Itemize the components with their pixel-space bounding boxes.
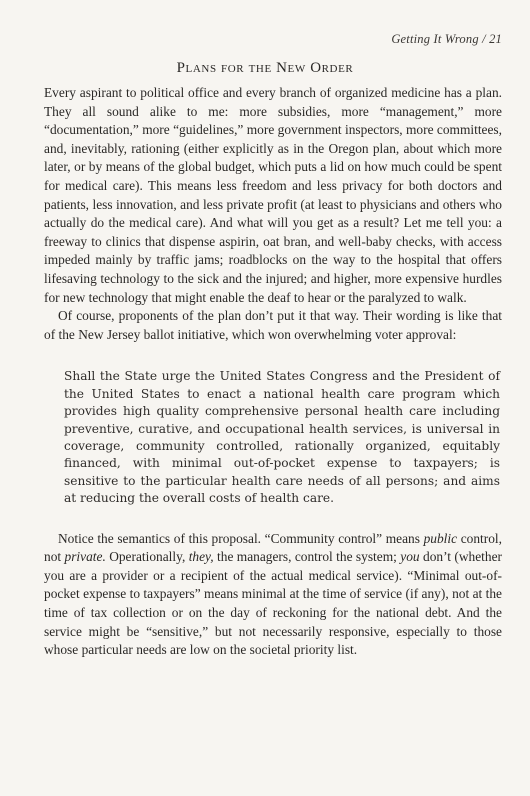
section-title: Plans for the New Order — [176, 60, 354, 76]
block-quote: Shall the State urge the United States Congress and the President of the United States to enact a national health care program which provides high quality comprehensive personal health care including preventive, curative, and occupational health services, is universal in coverage, community controlled, rationally organized, equitably financed, with minimal out-of-pocket expense to taxpayers; is sensitive to the particular health care needs of all persons; and aims at reducing the overall costs of health care. — [64, 369, 500, 506]
paragraph-3 — [44, 530, 502, 660]
p3-emphasis-private: private. — [64, 549, 106, 565]
p3-emphasis-they: they, — [188, 549, 214, 565]
paragraph-1: Every aspirant to political office and every branch of organized medicine has a plan. They all sound alike to me: more subsidies, more “management,” more “documentation,” more “guidelines,” more government inspectors, more committees, and, inevitably, rationing (either explicitly as in the Oregon plan, about which more later, or by means of the global budget, which puts a lid on how much could be spent for medical care). This means less freedom and less privacy for both doctors and patients, less innovation, and less private profit (at least to physicians and others who actually do the medical care). And what will you get as a result? Let me tell you: a freeway to clinics that dispense aspirin, oat bran, and well-baby checks, with access impeded mainly by traffic jams; roadblocks on the way to the hospital that offers lifesaving technology to the sick and the injured; and higher, more expensive hurdles for new technology that might enable the deaf to hear or the paralyzed to walk. — [44, 85, 502, 305]
p3-text-d: the managers, control the system; — [213, 549, 401, 565]
p3-text-b: control, not — [44, 530, 502, 565]
p3-emphasis-public: public — [423, 530, 458, 546]
p3-text-a: Notice the semantics of this proposal. “Community control” means — [58, 530, 424, 546]
paragraph-2: Of course, proponents of the plan don’t put it that way. Their wording is like that of the New Jersey ballot initiative, which won overwhelming voter approval: — [44, 308, 502, 342]
p3-emphasis-you: you — [400, 549, 420, 565]
p3-text-e: don’t (whether you are a provider or a recipient of the actual medical service). “Minimal out-of-pocket expense to taxpayers” means minimal at the time of service (if any), not at the time of tax collection or on the day of reckoning for the national debt. And the service might be “sensitive,” but not necessarily responsive, especially to those whose particular needs are low on the societal priority list. — [44, 549, 503, 658]
running-head: Getting It Wrong / 21 — [391, 32, 502, 46]
p3-text-c: Operationally, — [105, 549, 189, 565]
body-text — [44, 84, 502, 660]
